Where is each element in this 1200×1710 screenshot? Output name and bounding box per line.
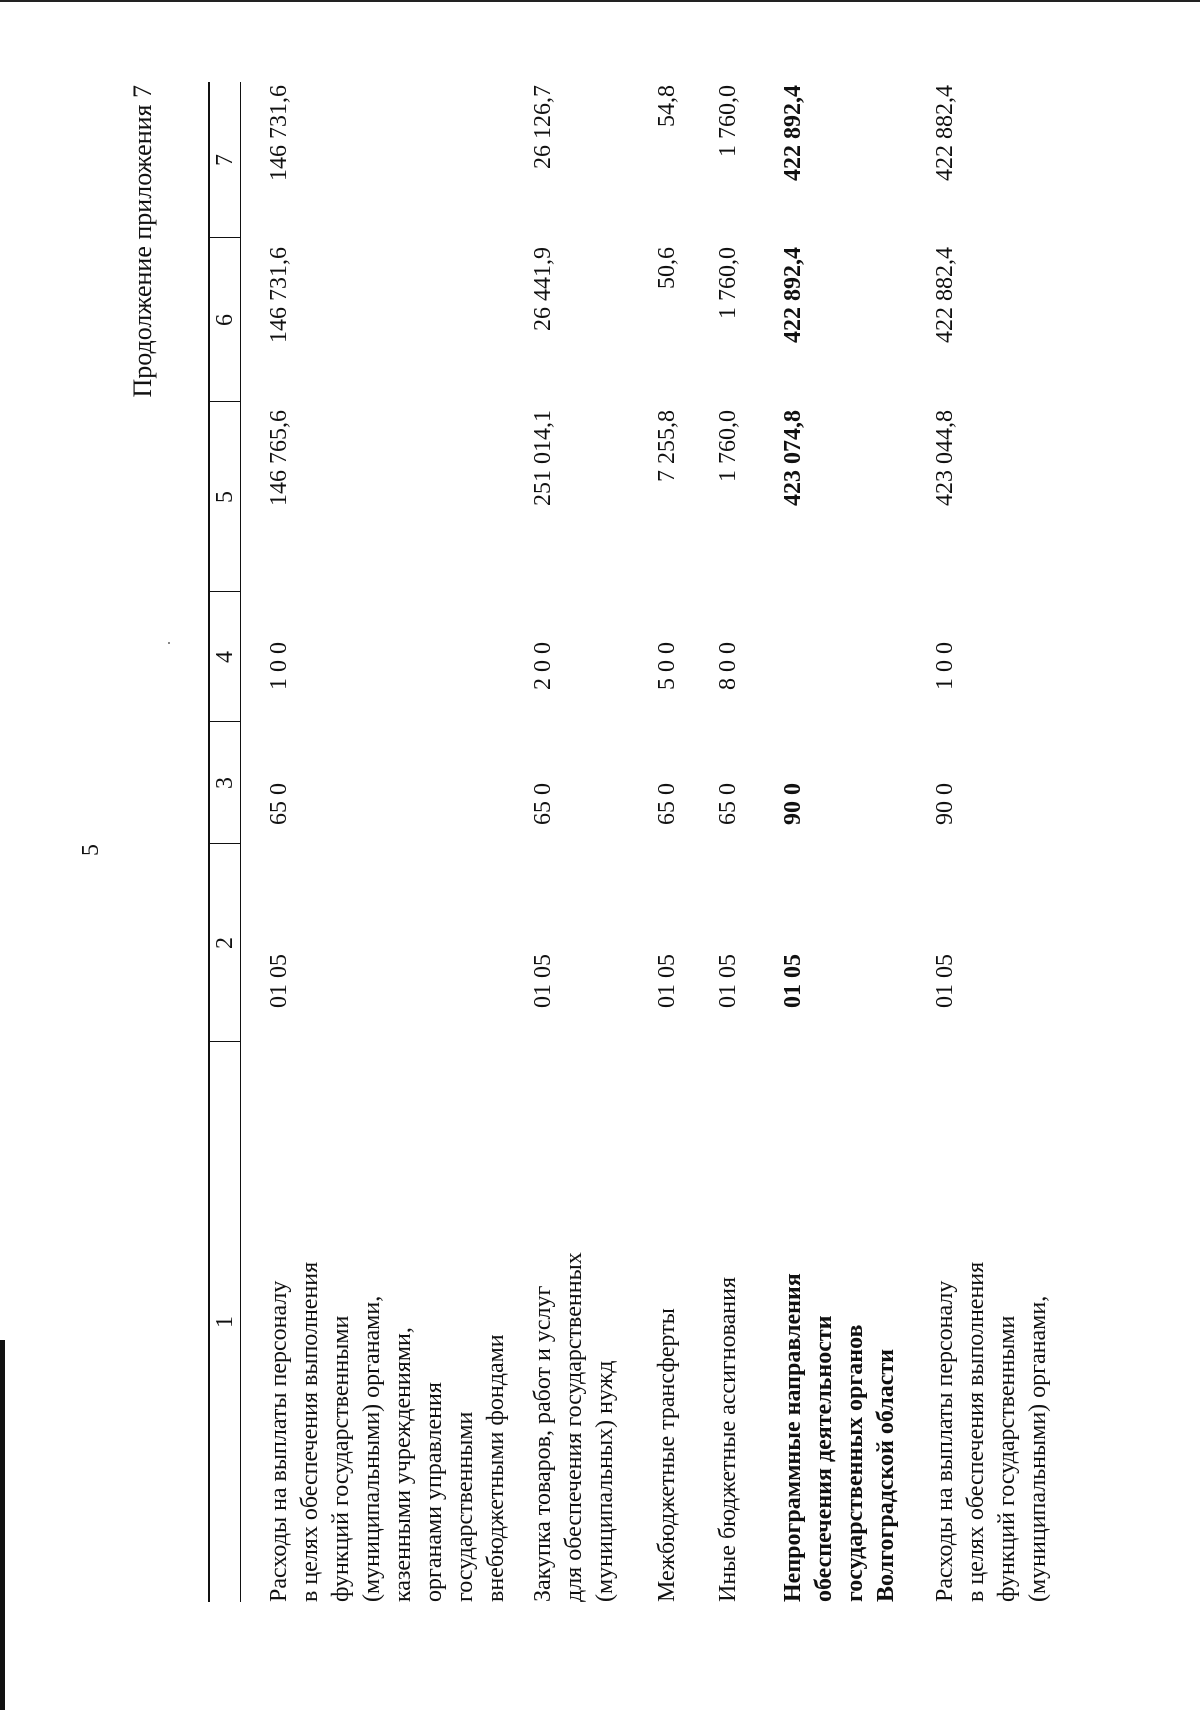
row-expense-type: 5 0 0: [654, 642, 680, 690]
row-value-col-6: 50,6: [654, 247, 680, 289]
row-target-code: 65 0: [715, 783, 741, 825]
header-col-5: 5: [212, 491, 238, 503]
row-target-code: 65 0: [530, 783, 556, 825]
row-value-col-7: 422 882,4: [932, 85, 958, 181]
row-value-col-7: 146 731,6: [266, 85, 292, 181]
row-section-code: 01 05: [780, 954, 806, 1008]
header-col-6: 6: [212, 314, 238, 326]
header-col-4: 4: [212, 651, 238, 663]
row-target-code: 90 0: [780, 783, 806, 825]
row-target-code: 65 0: [654, 783, 680, 825]
row-value-col-7: 26 126,7: [530, 85, 556, 169]
row-expense-type: 2 0 0: [530, 642, 556, 690]
row-value-col-7: 1 760,0: [715, 85, 741, 157]
row-value-col-5: 423 044,8: [932, 410, 958, 506]
row-description: Расходы на выплаты персоналу в целях обеспечения выполнения функций государственными (муниципальными) органами, казенными учреждениями, органами управления государственными внебюджетными фондами: [266, 1261, 509, 1602]
row-value-col-5: 423 074,8: [780, 410, 806, 506]
row-expense-type: 1 0 0: [932, 642, 958, 690]
row-description: Межбюджетные трансферты: [654, 1308, 680, 1602]
header-col-3: 3: [212, 777, 238, 789]
header-col-7: 7: [212, 154, 238, 166]
row-description: Закупка товаров, работ и услуг для обеспечения государственных (муниципальных) нужд: [530, 1252, 618, 1602]
header-col-1: 1: [212, 1316, 238, 1328]
row-section-code: 01 05: [715, 954, 741, 1008]
row-description: Иные бюджетные ассигнования: [715, 1277, 741, 1602]
table-header-border: [240, 82, 241, 1602]
header-col-2: 2: [212, 937, 238, 949]
row-section-code: 01 05: [266, 954, 292, 1008]
page-number: 5: [78, 844, 104, 856]
appendix-label: Продолжение приложения 7: [128, 85, 157, 398]
row-value-col-6: 422 892,4: [780, 247, 806, 343]
row-value-col-6: 1 760,0: [715, 247, 741, 319]
row-value-col-6: 146 731,6: [266, 247, 292, 343]
row-value-col-6: 26 441,9: [530, 247, 556, 331]
row-target-code: 90 0: [932, 783, 958, 825]
row-description: Расходы на выплаты персоналу в целях обеспечения выполнения функций государственными (муниципальными) органами,: [932, 1261, 1051, 1602]
row-section-code: 01 05: [530, 954, 556, 1008]
row-value-col-5: 7 255,8: [654, 410, 680, 482]
row-value-col-5: 1 760,0: [715, 410, 741, 482]
row-expense-type: 8 0 0: [715, 642, 741, 690]
row-section-code: 01 05: [932, 954, 958, 1008]
row-target-code: 65 0: [266, 783, 292, 825]
row-description: Непрограммные направления обеспечения деятельности государственных органов Волгоградской области: [780, 1273, 899, 1602]
row-value-col-7: 422 892,4: [780, 85, 806, 181]
row-value-col-5: 146 765,6: [266, 410, 292, 506]
row-value-col-6: 422 882,4: [932, 247, 958, 343]
row-value-col-7: 54,8: [654, 85, 680, 127]
row-section-code: 01 05: [654, 954, 680, 1008]
row-expense-type: 1 0 0: [266, 642, 292, 690]
row-value-col-5: 251 014,1: [530, 410, 556, 506]
